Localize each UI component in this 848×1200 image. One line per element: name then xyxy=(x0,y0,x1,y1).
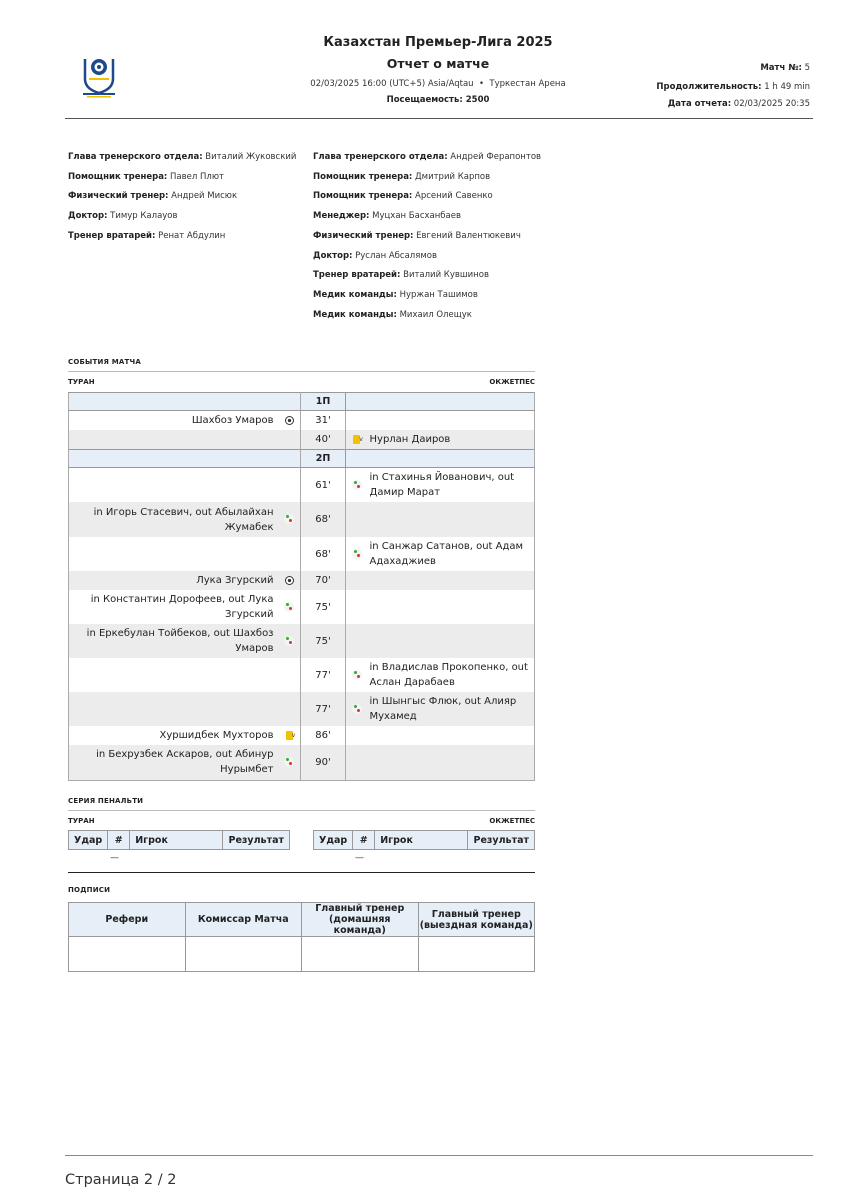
substitution-icon xyxy=(284,757,294,767)
period-row xyxy=(69,450,535,468)
goal-icon xyxy=(285,416,294,425)
staff-item: Тренер вратарей: Виталий Кувшинов xyxy=(313,270,489,281)
substitution-icon xyxy=(352,670,362,680)
event-row: 77' in Владислав Прокопенко, out Аслан Дарабаев xyxy=(69,658,535,692)
event-row: 68' in Санжар Сатанов, out Адам Адахаджиев xyxy=(69,537,535,571)
penalties-away-team: ОКЖЕТПЕС xyxy=(489,817,535,825)
event-row: 40' v Нурлан Даиров xyxy=(69,430,535,450)
substitution-icon xyxy=(284,602,294,612)
staff-item: Доктор: Тимур Калауов xyxy=(68,211,178,222)
yellow-card-icon xyxy=(353,435,360,444)
goal-icon xyxy=(285,576,294,585)
staff-item: Медик команды: Нуржан Ташимов xyxy=(313,289,478,300)
sig-away-coach: Главный тренер (выездная команда) xyxy=(418,903,535,937)
sig-box xyxy=(185,937,302,972)
staff-home-list xyxy=(68,148,296,247)
sig-commissioner: Комиссар Матча xyxy=(185,903,302,937)
report-title: Отчет о матче xyxy=(386,56,490,71)
event-row: Хуршидбек Мухторов v 86' xyxy=(69,726,535,745)
attendance: Посещаемость: 2500 xyxy=(386,95,490,105)
substitution-icon xyxy=(352,480,362,490)
penalties-divider xyxy=(68,810,535,811)
event-row: Лука Згурский 70' xyxy=(69,571,535,590)
penalties-home-table: Удар # Игрок Результат xyxy=(68,830,290,850)
page-number: Страница 2 / 2 xyxy=(65,1172,177,1188)
period-row xyxy=(69,393,535,411)
events-divider xyxy=(68,371,535,372)
event-row: in Еркебулан Тойбеков, out Шахбоз Умаров 75' xyxy=(69,624,535,658)
substitution-icon xyxy=(352,704,362,714)
event-row: in Константин Дорофеев, out Лука Згурский 75' xyxy=(69,590,535,624)
event-row: 77' in Шынгыс Флюк, out Алияр Мухамед xyxy=(69,692,535,726)
events-home-team: ТУРАН xyxy=(68,378,95,386)
staff-away-list xyxy=(313,148,541,325)
sig-home-coach: Главный тренер (домашняя команда) xyxy=(302,903,419,937)
match-duration: Продолжительность: 1 h 49 min xyxy=(656,82,810,92)
penalties-section-title: СЕРИЯ ПЕНАЛЬТИ xyxy=(68,797,144,805)
staff-item: Доктор: Руслан Абсалямов xyxy=(313,250,437,261)
substitution-icon xyxy=(284,514,294,524)
staff-item: Менеджер: Муцхан Басханбаев xyxy=(313,211,461,222)
league-title: Казахстан Премьер-Лига 2025 xyxy=(323,35,553,50)
penalties-home-team: ТУРАН xyxy=(68,817,95,825)
event-row: Шахбоз Умаров 31' xyxy=(69,411,535,431)
event-row: in Бехрузбек Аскаров, out Абинур Нурымбет 90' xyxy=(69,745,535,780)
period-label: 2П xyxy=(301,450,346,468)
footer-divider xyxy=(65,1155,813,1156)
staff-item: Помощник тренера: Павел Плют xyxy=(68,171,224,182)
header-divider xyxy=(65,118,813,119)
match-venue: Туркестан Арена xyxy=(489,79,566,89)
substitution-icon xyxy=(284,636,294,646)
staff-item: Помощник тренера: Дмитрий Карпов xyxy=(313,171,491,182)
league-logo xyxy=(79,53,119,99)
penalties-bottom-rule xyxy=(68,872,535,873)
events-table xyxy=(68,392,535,781)
substitution-icon xyxy=(352,549,362,559)
penalties-home-empty: — xyxy=(110,853,119,863)
staff-item: Глава тренерского отдела: Виталий Жуковский xyxy=(68,152,297,162)
staff-item: Физический тренер: Евгений Валентюкевич xyxy=(313,230,521,241)
penalties-away-table: Удар # Игрок Результат xyxy=(313,830,535,850)
signatures-section-title: ПОДПИСИ xyxy=(68,886,111,894)
events-away-team: ОКЖЕТПЕС xyxy=(489,378,535,386)
sig-box xyxy=(418,937,535,972)
match-info-line xyxy=(268,79,608,89)
staff-item: Физический тренер: Андрей Мисюк xyxy=(68,191,238,202)
match-number: Матч №: 5 xyxy=(760,63,810,73)
staff-item: Тренер вратарей: Ренат Абдулин xyxy=(68,230,226,241)
staff-item: Глава тренерского отдела: Андрей Ферапонтов xyxy=(313,152,542,162)
report-date: Дата отчета: 02/03/2025 20:35 xyxy=(667,99,810,109)
match-datetime: 02/03/2025 16:00 (UTC+5) Asia/Aqtau xyxy=(310,79,474,89)
sig-box xyxy=(302,937,419,972)
period-label: 1П xyxy=(301,393,346,411)
event-row: 61' in Стахинья Йованович, out Дамир Марат xyxy=(69,468,535,503)
events-section-title: СОБЫТИЯ МАТЧА xyxy=(68,358,141,366)
event-row: in Игорь Стасевич, out Абылайхан Жумабек 68' xyxy=(69,502,535,537)
sig-referee: Рефери xyxy=(69,903,186,937)
staff-item: Медик команды: Михаил Олещук xyxy=(313,309,472,320)
penalties-away-empty: — xyxy=(355,853,364,863)
sig-box xyxy=(69,937,186,972)
yellow-card-icon xyxy=(286,731,293,740)
staff-item: Помощник тренера: Арсений Савенко xyxy=(313,191,493,202)
signatures-table xyxy=(68,902,535,972)
separator: • xyxy=(478,79,484,89)
